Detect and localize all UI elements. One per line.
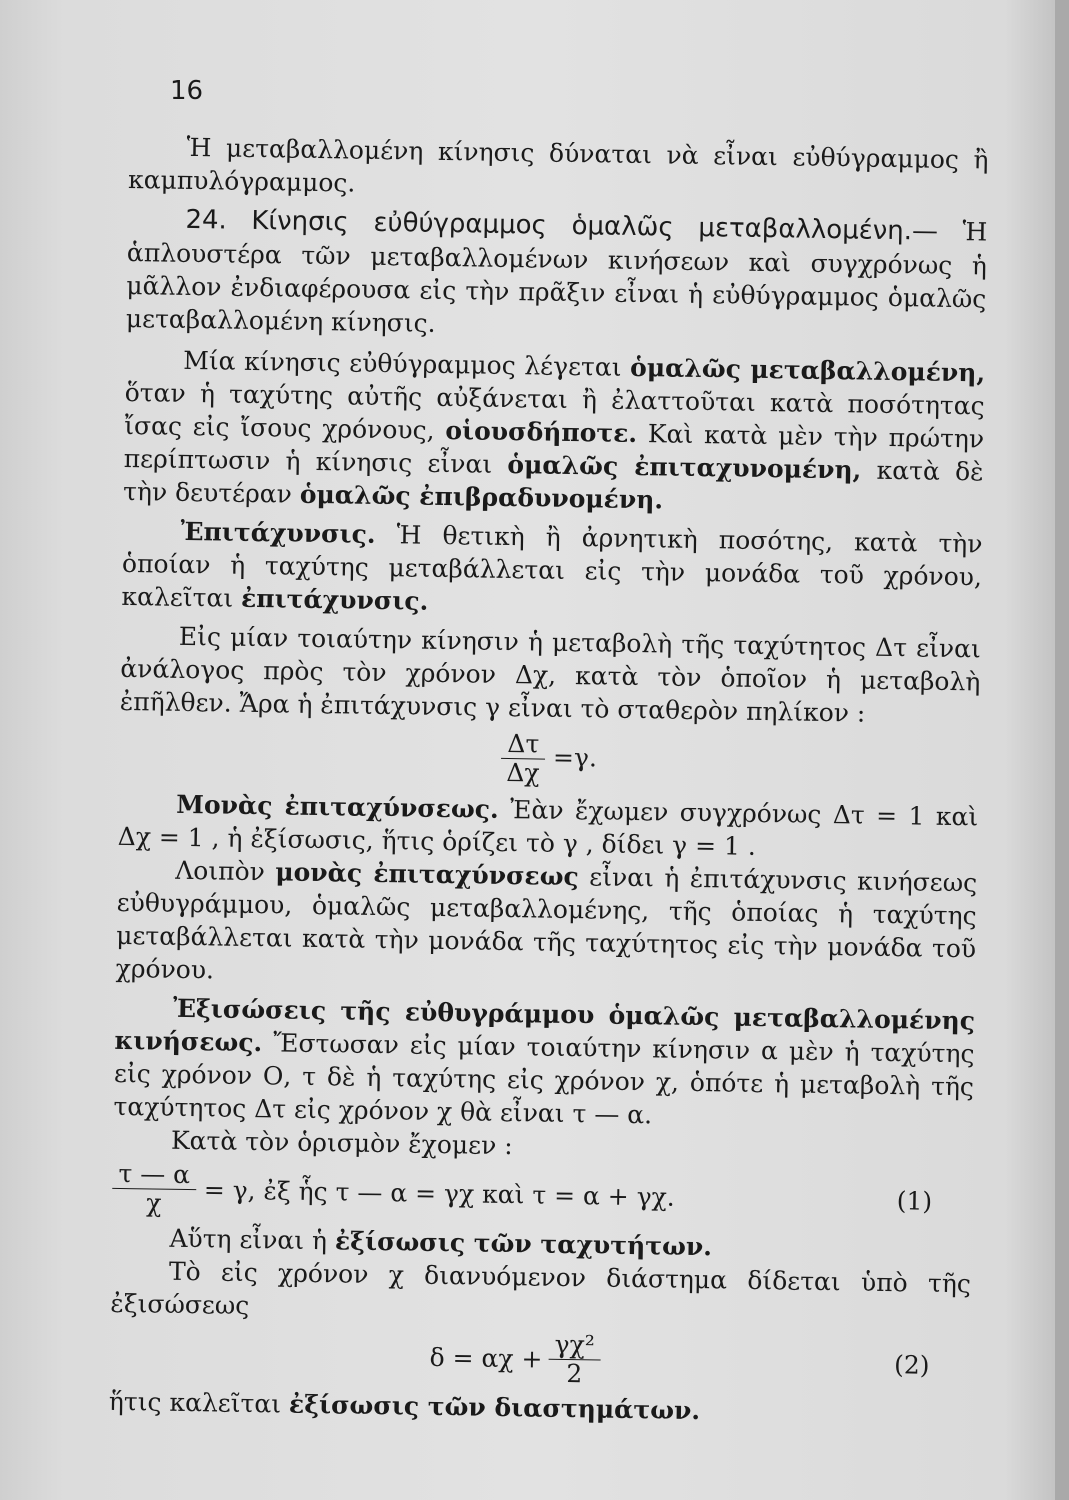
term-bold: μονὰς ἐπιταχύνσεως	[275, 857, 580, 892]
equation-rhs: = γ, ἐξ ἧς τ — α = γχ καὶ τ = α + γχ.	[203, 1175, 675, 1212]
fraction	[548, 1331, 601, 1389]
equation-velocity	[112, 1160, 973, 1231]
text-run: Ἐὰν ἔχωμεν συγχρόνως Δτ = 1 καὶ Δχ = 1 , ἡ ἐξίσωσις, ἥτις ὁρίζει τὸ γ , δίδει γ = 1 .	[117, 795, 979, 861]
subheading: Ἐπιτάχυνσις.	[180, 516, 376, 549]
text-run: Λοιπὸν	[175, 855, 266, 887]
text-run: κατὰ δὲ τὴν δευτέραν	[122, 455, 984, 509]
term-bold: ὁμαλῶς μεταβαλλομένη,	[629, 352, 986, 388]
numerator: τ — α	[112, 1160, 196, 1190]
term-bold: ἐξίσωσις τῶν διαστημάτων.	[288, 1389, 701, 1426]
subheading: Ἐξισώσεις τῆς εὐθυγράμμου ὁμαλῶς μεταβαλλομένης κινήσεως.	[114, 993, 976, 1058]
equation-acceleration	[119, 724, 980, 795]
equation-lhs: δ = αχ +	[429, 1342, 543, 1374]
numerator: γχ²	[548, 1331, 601, 1361]
page-number: 16	[170, 76, 204, 106]
text-run: Ἡ θετικὴ ἢ ἀρνητικὴ ποσότης, κατὰ τὴν ὁποίαν ἡ ταχύτης μεταβάλλεται εἰς τὴν μονάδα τοῦ χρόνου, καλεῖται	[121, 520, 983, 613]
paragraph-unit-definition	[115, 853, 977, 998]
term-bold: ὁμαλῶς ἐπιβραδυνομένη.	[299, 479, 664, 515]
text-run: Αὕτη εἶναι ἡ	[169, 1223, 328, 1256]
paragraph-by-definition: Κατὰ τὸν ὁρισμὸν ἔχομεν :	[170, 1125, 513, 1161]
page-edge-shadow	[1055, 0, 1069, 1500]
section-text: Ἡ ἁπλουστέρα τῶν μεταβαλλομένων κινήσεων καὶ συγχρόνως ἡ μᾶλλον ἐνδιαφέρουσα εἰς τὴν πρᾶξιν εἶναι ἡ εὐθύγραμμος ὁμαλῶς μεταβαλλομένη κίνησις.	[125, 217, 988, 338]
section-title: Κίνησις εὐθύγραμμος ὁμαλῶς μεταβαλλομένη.—	[251, 205, 939, 247]
section-number: 24.	[185, 204, 228, 236]
equation-label: (2)	[893, 1350, 930, 1380]
text-run: εἶναι ἡ ἐπιτάχυνσις κινήσεως εὐθυγράμμου, ὁμαλῶς μεταβαλλομένης, τῆς ὁποίας ἡ ταχύτης μεταβάλλεται κατὰ τὴν μονάδα τῆς ταχύτητος εἰς τὴν μονάδα τοῦ χρόνου.	[115, 862, 978, 985]
text-run: Μία κίνησις εὐθύγραμμος λέγεται	[183, 345, 622, 382]
paragraph-definition	[123, 343, 985, 521]
denominator: 2	[566, 1359, 583, 1389]
text-run: Καὶ κατὰ μὲν τὴν πρώτην περίπτωσιν ἡ κίνησις εἶναι	[123, 419, 985, 479]
term-bold: ὁμαλῶς ἐπιταχυνομένη,	[507, 449, 862, 485]
equation-rhs: =γ.	[552, 742, 598, 773]
text-run: ἥτις καλεῖται	[108, 1386, 282, 1419]
paragraph-distance: Τὸ εἰς χρόνον χ διανυόμενον διάστημα δίδεται ὑπὸ τῆς ἐξισώσεως	[110, 1256, 972, 1321]
fraction	[112, 1160, 196, 1218]
term-bold: ἐξίσωσις τῶν ταχυτήτων.	[334, 1226, 713, 1262]
paragraph-ratio: Εἰς μίαν τοιαύτην κίνησιν ἡ μεταβολὴ τῆς ταχύτητος Δτ εἶναι ἀνάλογος πρὸς τὸν χρόνον Δχ, κατὰ τὸν ὁποῖον ἡ μεταβολὴ ἐπῆλθεν. Ἄρα ἡ ἐπιτάχυνσις γ εἶναι τὸ σταθερὸν πηλίκον :	[119, 621, 982, 728]
equation-distance	[109, 1324, 970, 1395]
denominator: Δχ	[506, 758, 540, 788]
equation-label: (1)	[896, 1186, 933, 1216]
subheading: Μονὰς ἐπιταχύνσεως.	[176, 789, 499, 824]
fraction	[501, 730, 546, 788]
section-24	[126, 202, 988, 348]
numerator: Δτ	[501, 730, 545, 760]
term-bold: οἱουσδήποτε.	[445, 416, 638, 449]
paragraph-intro: Ἡ μεταβαλλομένη κίνησις δύναται νὰ εἶναι εὐθύγραμμος ἢ καμπυλόγραμμος.	[127, 132, 989, 198]
page-body	[109, 58, 990, 1431]
paragraph-equations	[113, 991, 975, 1136]
text-run: Ἔστωσαν εἰς μίαν τοιαύτην κίνησιν α μὲν ἡ ταχύτης εἰς χρόνον Ο, τ δὲ ἡ ταχύτης εἰς χρόνον χ, ὁπότε ἡ μεταβολὴ τῆς ταχύτητος Δτ εἰς χρόνον χ θὰ εἶναι τ — α.	[113, 1028, 975, 1130]
paragraph-acceleration	[121, 514, 982, 626]
text-run: ὅταν ἡ ταχύτης αὐτῆς αὐξάνεται ἢ ἐλαττοῦται κατὰ ποσότητας ἴσας εἰς ἴσους χρόνους,	[123, 377, 985, 445]
term-bold: ἐπιτάχυνσις.	[240, 583, 429, 616]
denominator: χ	[146, 1188, 162, 1218]
